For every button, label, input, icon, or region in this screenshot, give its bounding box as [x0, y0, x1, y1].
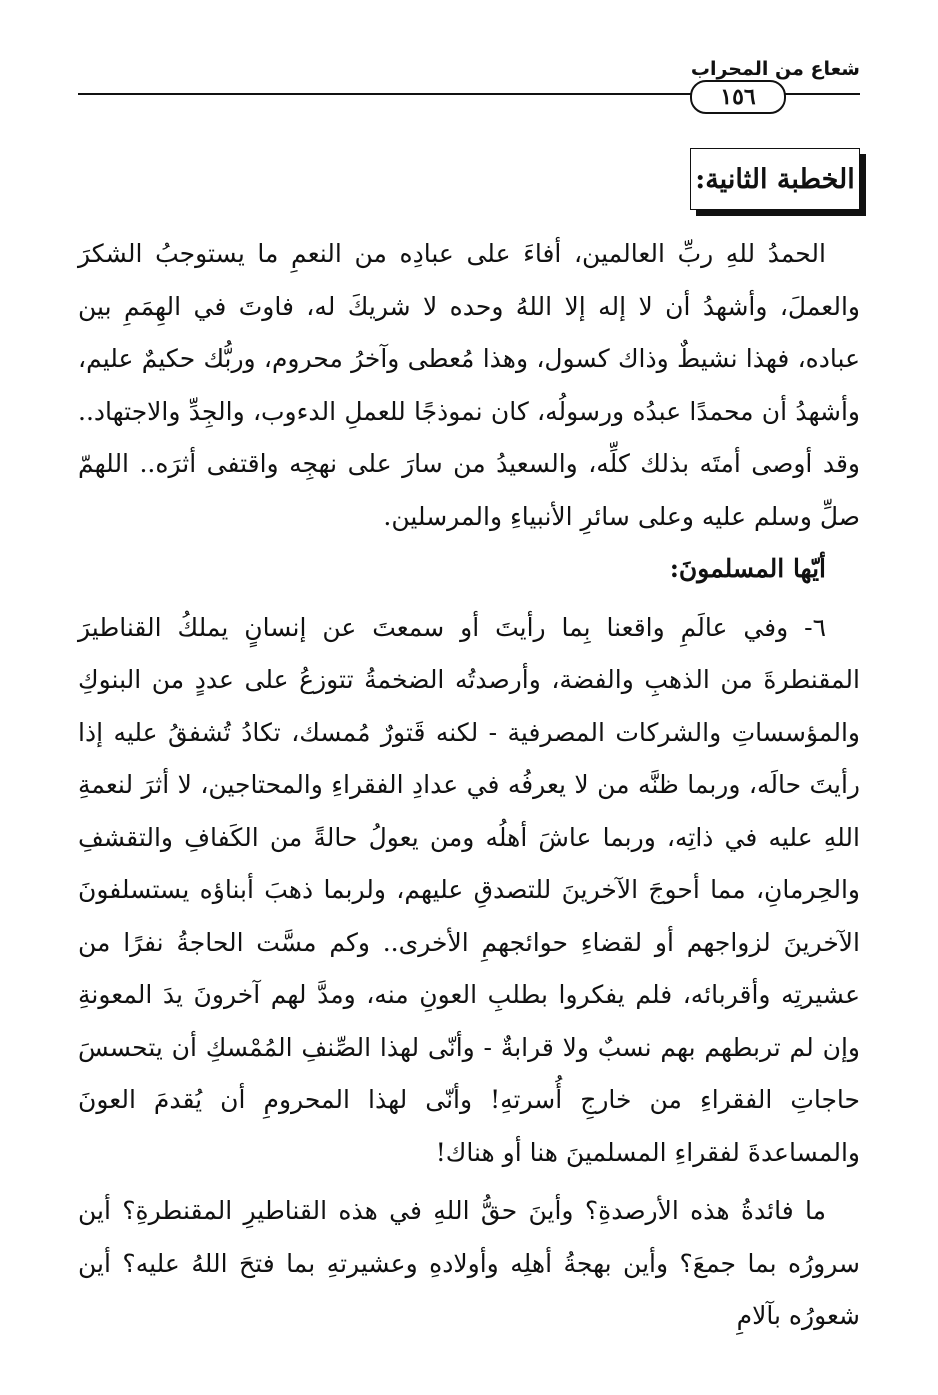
paragraph-questions: ما فائدةُ هذه الأرصدةِ؟ وأينَ حقُّ اللهِ في هذه القناطيرِ المقنطرةِ؟ أين سرورُه بما جمعَ؟ وأين بهجةُ أهلِه وأولادهِ وعشيرتهِ بما فتحَ اللهُ عليه؟ أين شعورُه بآلامِ [78, 1196, 860, 1330]
paragraph-praise: الحمدُ للهِ ربِّ العالمين، أفاءَ على عبادِه من النعمِ ما يستوجبُ الشكرَ والعملَ، وأشهدُ أن لا إله إلا اللهُ وحده لا شريكَ له، فاوتَ في الهِمَمِ بين عباده، فهذا نشيطٌ وذاك كسول، وهذا مُعطى وآخرُ محروم، وربُّك حكيمٌ عليم، وأشهدُ أن محمدًا عبدُه ورسولُه، كان نموذجًا للعملِ الدءوب، والجِدِّ والاجتهاد.. وقد أوصى أمتَه بذلك كلِّه، والسعيدُ من سارَ على نهجِه واقتفى أثرَه.. اللهمّ صلِّ وسلم عليه وعلى سائرِ الأنبياءِ والمرسلين. [78, 239, 860, 531]
paragraph-point-6: ٦- وفي عالَمِ واقعنا بِما رأيتَ أو سمعتَ عن إنسانٍ يملكُ القناطيرَ المقنطرةَ من الذهبِ والفضة، وأرصدتُه الضخمةُ تتوزعُ على عددٍ من البنوكِ والمؤسساتِ والشركات المصرفية - لكنه قَتورٌ مُمسك، تكادُ تُشفقُ عليه إذا رأيتَ حالَه، وربما ظنَّه من لا يعرفُه في عدادِ الفقراءِ والمحتاجين، لا أثرَ لنعمةِ اللهِ عليه في ذاتِه، وربما عاشَ أهلُه ومن يعولُ حالةً من الكَفافِ والتقشفِ والحِرمانِ، مما أحوجَ الآخرينَ للتصدقِ عليهم، ولربما ذهبَ أبناؤه يستسلفونَ الآخرينَ لزواجهم أو لقضاءِ حوائجهمِ الأخرى.. وكم مسَّت الحاجةُ نفرًا من عشيرتِه وأقربائه، فلم يفكروا بطلبِ العونِ منه، ومدَّ لهم آخرونَ يدَ المعونةِ وإن لم تربطهم بهم نسبٌ ولا قرابةٌ - وأنّى لهذا الصِّنفِ المُمْسكِ أن يتحسسَ حاجاتِ الفقراءِ من خارجِ أُسرتهِ! وأنّى لهذا المحرومِ أن يُقدمَ العونَ والمساعدةَ لفقراءِ المسلمينَ هنا أو هناك! [78, 612, 860, 1167]
page-number: ١٥٦ [690, 80, 786, 114]
body-text [78, 228, 860, 1343]
section-title-box [690, 148, 860, 210]
running-title: شعاع من المحراب [690, 58, 860, 80]
address-heading: أيّها المسلمونَ: [669, 554, 826, 583]
section-title: الخطبة الثانية: [695, 163, 855, 195]
